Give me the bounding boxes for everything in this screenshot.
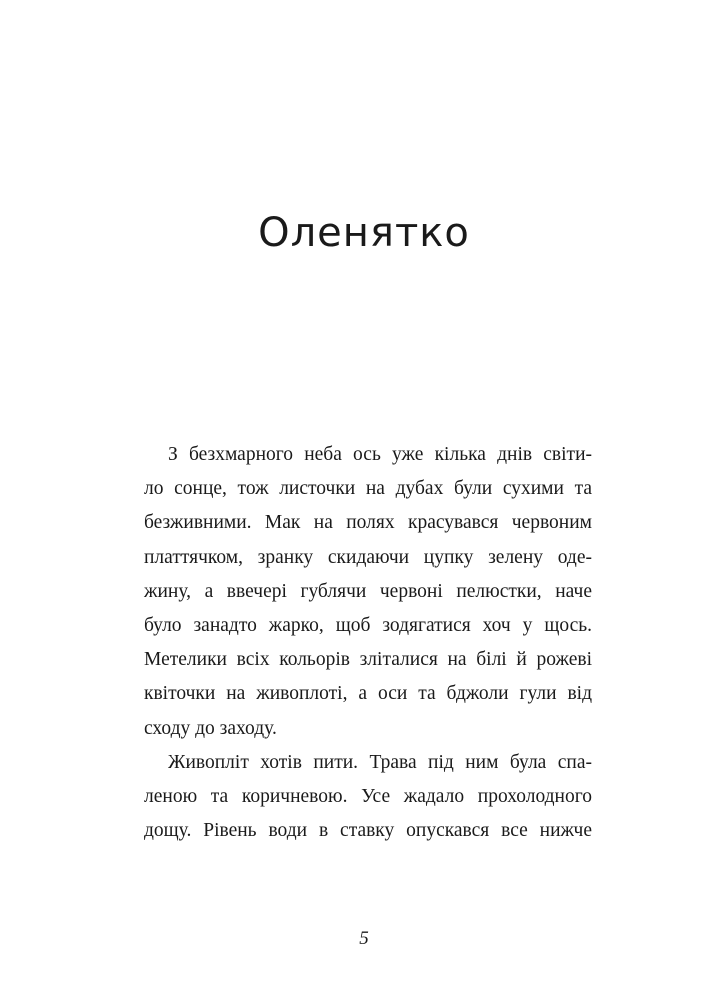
- paragraph-1: [144, 438, 592, 746]
- text-line: платтячком, зранку скидаючи цупку зелену оде-: [144, 546, 592, 568]
- text-line: сходу до заходу.: [144, 717, 277, 739]
- text-line: квіточки на живоплоті, а оси та бджоли гули від: [144, 683, 592, 705]
- text-line: ло сонце, тож листочки на дубах були сухими та: [144, 478, 592, 500]
- page-number: 5: [359, 928, 369, 949]
- paragraph-2: [144, 746, 592, 849]
- text-line: безживними. Мак на полях красувався червоним: [144, 512, 592, 534]
- text-line: дощу. Рівень води в ставку опускався все нижче: [144, 820, 592, 842]
- text-line: З безхмарного неба ось уже кілька днів світи-: [168, 444, 592, 465]
- body-text: [144, 438, 592, 848]
- text-line: було занадто жарко, щоб зодягатися хоч у щось.: [144, 615, 592, 637]
- text-line: Метелики всіх кольорів зліталися на білі й рожеві: [144, 649, 592, 671]
- text-line: Живопліт хотів пити. Трава під ним була спа-: [168, 751, 592, 773]
- text-line: жину, а ввечері гублячи червоні пелюстки, наче: [144, 580, 592, 602]
- text-line: леною та коричневою. Усе жадало прохолодного: [144, 786, 592, 808]
- chapter-title: Оленятко: [258, 210, 470, 256]
